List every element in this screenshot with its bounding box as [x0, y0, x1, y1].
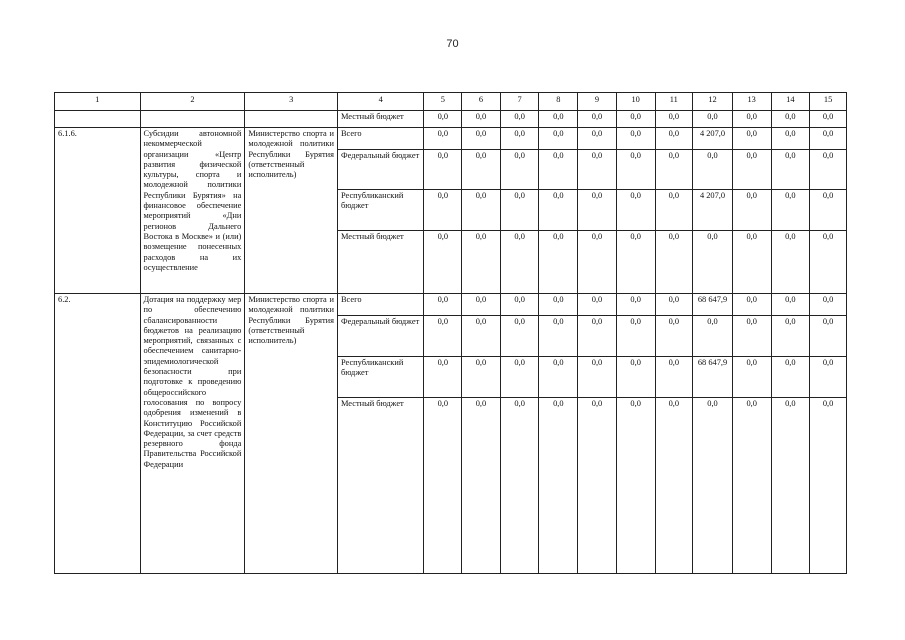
- funding-source: Федеральный бюджет: [337, 150, 424, 190]
- value-cell: 0,0: [810, 357, 847, 398]
- funding-source: Местный бюджет: [337, 398, 424, 574]
- col-header: 8: [539, 93, 578, 111]
- value-cell: 0,0: [539, 316, 578, 357]
- value-cell: 4 207,0: [693, 128, 733, 150]
- value-cell: 0,0: [462, 190, 501, 231]
- value-cell: 0,0: [462, 150, 501, 190]
- value-cell: 0,0: [810, 150, 847, 190]
- value-cell: 0,0: [771, 150, 810, 190]
- funding-source: Республиканский бюджет: [337, 190, 424, 231]
- value-cell: 4 207,0: [693, 190, 733, 231]
- col-header: 7: [500, 93, 539, 111]
- value-cell: 0,0: [539, 357, 578, 398]
- value-cell: 0,0: [424, 150, 462, 190]
- value-cell: 0,0: [655, 294, 693, 316]
- item-executor: Министерство спорта и молодежной политики Республики Бурятия (ответственный исполнитель): [245, 294, 338, 574]
- value-cell: 0,0: [500, 111, 539, 128]
- value-cell: 0,0: [810, 111, 847, 128]
- item-description: Дотация на поддержку мер по обеспечению сбалансированности бюджетов на реализацию мероприятий, связанных с обеспечением санитарно-эпидемиологической безопасности при подготовке к проведению общероссийского голосования по вопросу одобрения изменений в Конституцию Российской Федерации, за счет средств резервного фонда Правительства Российской Федерации: [140, 294, 245, 574]
- empty-cell: [245, 111, 338, 128]
- col-header: 3: [245, 93, 338, 111]
- value-cell: 0,0: [500, 357, 539, 398]
- value-cell: 0,0: [616, 316, 655, 357]
- value-cell: 0,0: [424, 128, 462, 150]
- value-cell: 0,0: [655, 231, 693, 294]
- page-number: 70: [446, 38, 459, 50]
- value-cell: 0,0: [732, 316, 771, 357]
- table-row: [55, 294, 847, 316]
- value-cell: 0,0: [539, 294, 578, 316]
- item-code: 6.2.: [55, 294, 141, 574]
- col-header: 13: [732, 93, 771, 111]
- value-cell: 0,0: [655, 150, 693, 190]
- col-header: 4: [337, 93, 424, 111]
- value-cell: 0,0: [693, 111, 733, 128]
- value-cell: 0,0: [732, 128, 771, 150]
- value-cell: 0,0: [616, 128, 655, 150]
- col-header: 15: [810, 93, 847, 111]
- value-cell: 0,0: [810, 316, 847, 357]
- value-cell: 0,0: [424, 357, 462, 398]
- value-cell: 0,0: [693, 150, 733, 190]
- value-cell: 0,0: [500, 150, 539, 190]
- col-header: 14: [771, 93, 810, 111]
- value-cell: 0,0: [539, 128, 578, 150]
- value-cell: 0,0: [771, 111, 810, 128]
- value-cell: 0,0: [771, 190, 810, 231]
- col-header: 11: [655, 93, 693, 111]
- funding-source: Республиканский бюджет: [337, 357, 424, 398]
- value-cell: 0,0: [771, 294, 810, 316]
- col-header: 2: [140, 93, 245, 111]
- value-cell: 0,0: [693, 398, 733, 574]
- value-cell: 0,0: [578, 294, 617, 316]
- value-cell: 0,0: [424, 231, 462, 294]
- value-cell: 0,0: [578, 231, 617, 294]
- value-cell: 0,0: [732, 190, 771, 231]
- value-cell: 0,0: [810, 398, 847, 574]
- value-cell: 0,0: [771, 128, 810, 150]
- value-cell: 0,0: [578, 190, 617, 231]
- value-cell: 68 647,9: [693, 357, 733, 398]
- value-cell: 0,0: [810, 294, 847, 316]
- table-row: [55, 111, 847, 128]
- funding-source: Местный бюджет: [337, 111, 424, 128]
- col-header: 12: [693, 93, 733, 111]
- funding-source: Местный бюджет: [337, 231, 424, 294]
- value-cell: 0,0: [655, 190, 693, 231]
- value-cell: 0,0: [732, 231, 771, 294]
- value-cell: 0,0: [732, 357, 771, 398]
- value-cell: 0,0: [462, 294, 501, 316]
- value-cell: 0,0: [462, 398, 501, 574]
- value-cell: 0,0: [693, 231, 733, 294]
- item-code: 6.1.6.: [55, 128, 141, 294]
- col-header: 1: [55, 93, 141, 111]
- value-cell: 0,0: [424, 398, 462, 574]
- col-header: 10: [616, 93, 655, 111]
- value-cell: 0,0: [732, 398, 771, 574]
- value-cell: 0,0: [655, 357, 693, 398]
- value-cell: 0,0: [578, 357, 617, 398]
- funding-source: Всего: [337, 294, 424, 316]
- item-description: Субсидии автономной некоммерческой организации «Центр развития физической культуры, спорта и молодежной политики Республики Бурятия» на финансовое обеспечение мероприятий «Дни регионов Дальнего Востока в Москве» и (или) возмещение понесенных расходов на их осуществление: [140, 128, 245, 294]
- value-cell: 0,0: [424, 111, 462, 128]
- value-cell: 0,0: [616, 150, 655, 190]
- value-cell: 0,0: [462, 111, 501, 128]
- value-cell: 0,0: [616, 398, 655, 574]
- value-cell: 0,0: [500, 316, 539, 357]
- value-cell: 0,0: [500, 128, 539, 150]
- empty-cell: [55, 111, 141, 128]
- value-cell: 0,0: [655, 111, 693, 128]
- value-cell: 0,0: [616, 231, 655, 294]
- budget-table: [54, 92, 847, 574]
- value-cell: 0,0: [732, 150, 771, 190]
- table-row: [55, 128, 847, 150]
- value-cell: 0,0: [771, 357, 810, 398]
- value-cell: 0,0: [810, 231, 847, 294]
- value-cell: 68 647,9: [693, 294, 733, 316]
- value-cell: 0,0: [500, 294, 539, 316]
- value-cell: 0,0: [462, 231, 501, 294]
- funding-source: Всего: [337, 128, 424, 150]
- value-cell: 0,0: [616, 357, 655, 398]
- value-cell: 0,0: [539, 231, 578, 294]
- value-cell: 0,0: [810, 128, 847, 150]
- value-cell: 0,0: [732, 111, 771, 128]
- value-cell: 0,0: [462, 357, 501, 398]
- value-cell: 0,0: [810, 190, 847, 231]
- value-cell: 0,0: [539, 398, 578, 574]
- item-executor: Министерство спорта и молодежной политики Республики Бурятия (ответственный исполнитель): [245, 128, 338, 294]
- value-cell: 0,0: [616, 294, 655, 316]
- value-cell: 0,0: [424, 190, 462, 231]
- col-header: 5: [424, 93, 462, 111]
- value-cell: 0,0: [732, 294, 771, 316]
- value-cell: 0,0: [578, 398, 617, 574]
- value-cell: 0,0: [655, 398, 693, 574]
- value-cell: 0,0: [616, 190, 655, 231]
- value-cell: 0,0: [655, 316, 693, 357]
- col-header: 9: [578, 93, 617, 111]
- header-row: [55, 93, 847, 111]
- value-cell: 0,0: [424, 316, 462, 357]
- funding-source: Федеральный бюджет: [337, 316, 424, 357]
- value-cell: 0,0: [578, 316, 617, 357]
- value-cell: 0,0: [500, 231, 539, 294]
- value-cell: 0,0: [655, 128, 693, 150]
- value-cell: 0,0: [578, 128, 617, 150]
- value-cell: 0,0: [578, 111, 617, 128]
- value-cell: 0,0: [693, 316, 733, 357]
- value-cell: 0,0: [771, 231, 810, 294]
- value-cell: 0,0: [578, 150, 617, 190]
- col-header: 6: [462, 93, 501, 111]
- value-cell: 0,0: [771, 398, 810, 574]
- value-cell: 0,0: [616, 111, 655, 128]
- value-cell: 0,0: [462, 316, 501, 357]
- value-cell: 0,0: [424, 294, 462, 316]
- value-cell: 0,0: [462, 128, 501, 150]
- value-cell: 0,0: [771, 316, 810, 357]
- value-cell: 0,0: [539, 190, 578, 231]
- value-cell: 0,0: [500, 398, 539, 574]
- empty-cell: [140, 111, 245, 128]
- value-cell: 0,0: [539, 111, 578, 128]
- value-cell: 0,0: [539, 150, 578, 190]
- value-cell: 0,0: [500, 190, 539, 231]
